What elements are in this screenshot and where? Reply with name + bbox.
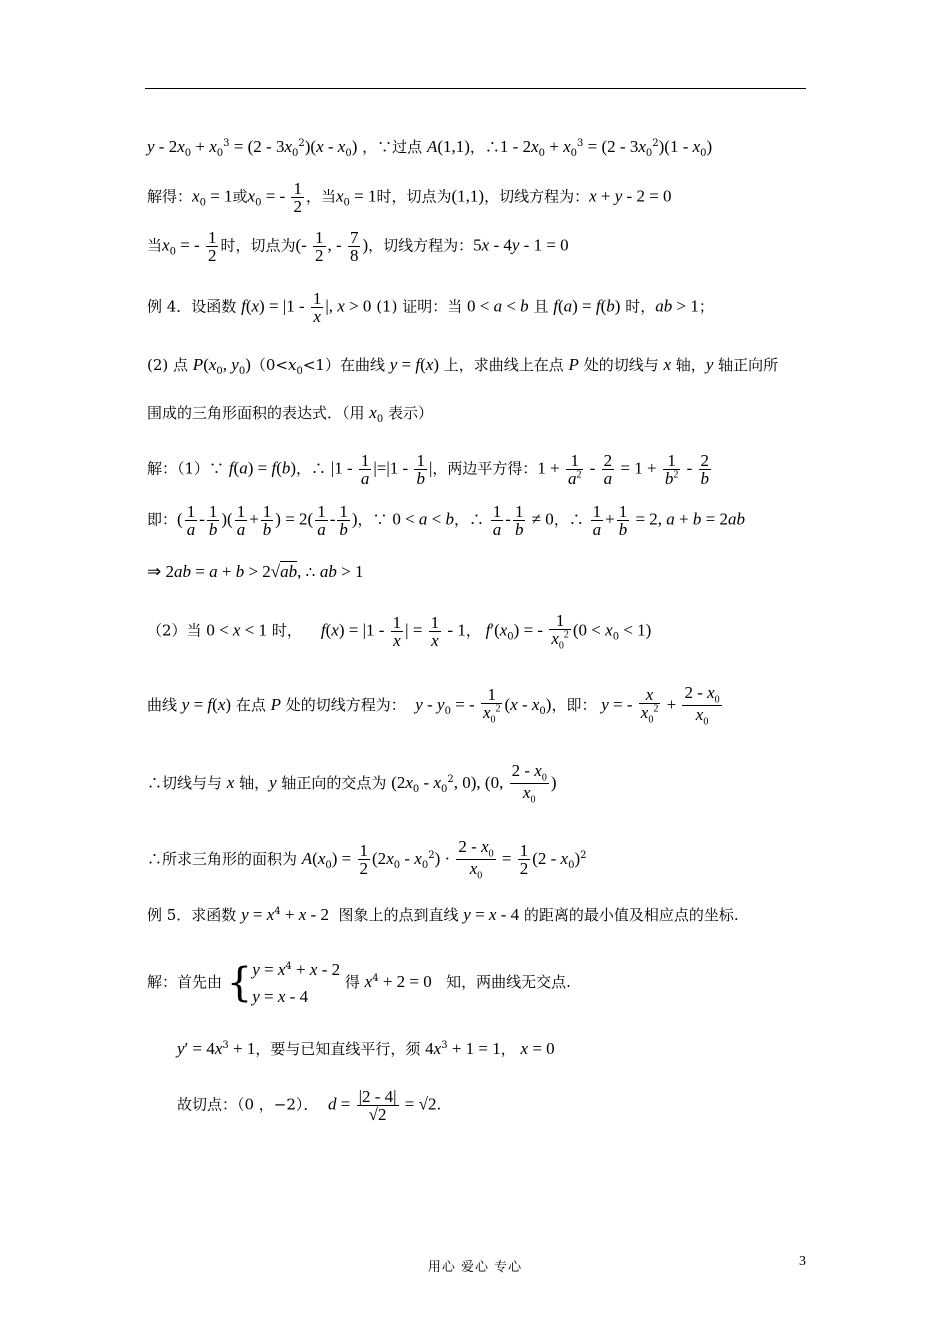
line-9: ⇒ 2ab = a + b > 2√ab, ∴ ab > 1 (147, 562, 364, 581)
page-number: 3 (799, 1254, 806, 1269)
line-4: 例 4．设函数 f(x) = |1 - $\frac{1}{x}$ |, x > 0 (1) 证明：当 0 < a < b 且 f(a) = f(b) 时，ab > 1； (147, 289, 714, 326)
line-15: 解：首先由 {$y = x^4 + x - 2$ y = x - 4 得 $x^4 + 2 = 0$ 知，两曲线无交点. (147, 960, 571, 1007)
line-1: $y - 2x_0 + x_0^3 = (2 - 3x_0^2)(x - x_0)$ ，∵过点 A(1,1)，∴1 - $2x_0 + x_0^3 = (2 - 3x_0^2)(1 - x_0)$ (147, 137, 713, 159)
line-17: 故切点：（0 ，−2）． d = $\frac{|2 - 4|}{√2}$ = √2. (177, 1087, 442, 1124)
page-footer: 用心 爱心 专心 (427, 1260, 523, 1275)
line-14: 例 5．求函数 $y = x^4 + x - 2$ 图象上的点到直线 y = x - 4 的距离的最小值及相应点的坐标. (147, 905, 739, 924)
line-8: 即：( $\frac{1}{a}$ - $\frac{1}{b}$ )( $\frac{1}{a}$ + $\frac{1}{b}$ ) = 2( $\frac{1}{a}$ - $\frac{1}{b}$ )，∵ 0 < a < b，∴ $\frac{1}{a}$ - $\frac{1}{b}$ ≠ 0，∴ $\frac{1}{a}$ + $\frac{1}{b}$ = 2, a + b = 2ab (147, 502, 745, 539)
line-5: (2) 点 $P(x_0$, $y_0)(0<x_0<1)$在曲线 y = f(x) 上，求曲线上在点 P 处的切线与 x 轴，y 轴正向所 (147, 355, 779, 377)
header-rule (145, 88, 806, 89)
line-13: ∴所求三角形的面积为 $A(x_0)$ = $\frac{1}{2}$ $(2x_0 - x_0^2)$ · $\frac{2 - x_0}{x_0}$ = $\frac{1}{2}$ $(2 - x_0)^2$ (147, 837, 587, 882)
line-11: 曲线 y = f(x) 在点 P 处的切线方程为： y - $y_0$ = - $\frac{1}{x_0^2}$ $(x - x_0)$，即： y = - $\frac{x}{x_0^2}$ + $\frac{2 - x_0}{x_0}$ (147, 683, 720, 728)
line-10: （2）当 0 < x < 1 时， f(x) = |1 - $\frac{1}{x}$ | = $\frac{1}{x}$ - 1， $f'(x_0)$ = - $\frac{1}{x_0^2}$ $(0 < x_0 < 1)$ (147, 611, 652, 652)
line-12: ∴切线与与 x 轴，y 轴正向的交点为 ($2x_0 - x_0^2$, 0), (0, $\frac{2 - x_0}{x_0}$ ) (147, 761, 557, 806)
line-7: 解：（1）∵ f(a) = f(b)，∴ |1 - $\frac{1}{a}$ |=|1 - $\frac{1}{b}$ |，两边平方得：1 + $\frac{1}{a^2}$ - $\frac{2}{a}$ = 1 + $\frac{1}{b^2}$ - $\frac{2}{b}$ (147, 451, 710, 488)
line-2: 解得：$x_0 = 1$或$x_0$ = - $\frac{1}{2}$ ，当$x_0 = 1$时，切点为(1,1)，切线方程为：x + y - 2 = 0 (147, 179, 672, 216)
line-16: $y' = 4x^3 + 1$，要与已知直线平行，须 $4x^3 + 1 = 1$， x = 0 (177, 1039, 555, 1058)
line-6: 围成的三角形面积的表达式．（用 $x_0$ 表示） (147, 403, 433, 425)
line-3: 当$x_0$ = - $\frac{1}{2}$ 时，切点为(- $\frac{1}{2}$ , - $\frac{7}{8}$ )，切线方程为：5x - 4y - 1 = 0 (147, 228, 569, 265)
